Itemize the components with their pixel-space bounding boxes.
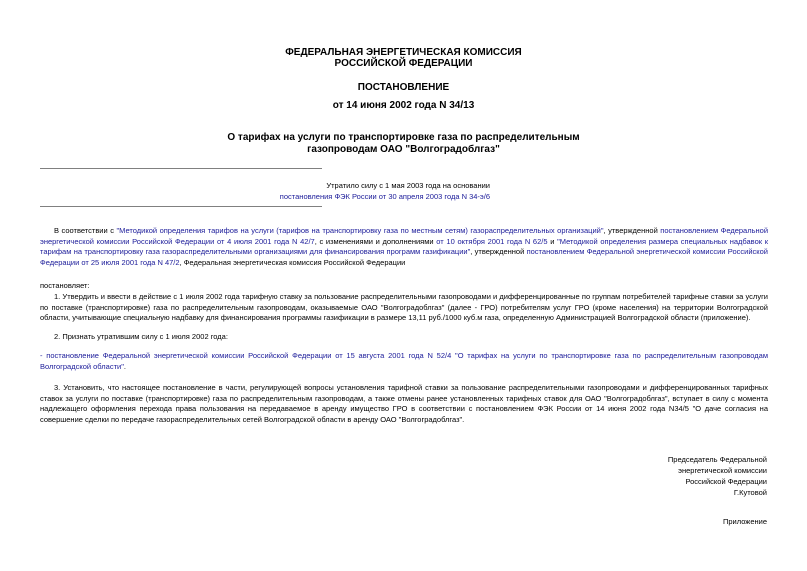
status-note-text: Утратило силу с 1 мая 2003 года на основании <box>326 181 490 190</box>
resolution-42-7-link[interactable]: постановлением Федеральной энергетической комиссии Российской Федерации от 4 июля 2001 года N 42/7 <box>40 226 769 246</box>
signatory-name: Г.Кутовой <box>733 488 767 497</box>
document-type: ПОСТАНОВЛЕНИЕ <box>357 82 450 93</box>
item-3-text: 3. Установить, что настоящее постановление в части, регулирующей вопросы установления тарифной ставки за пользование распределительными газопроводами и дифференцированных тарифных ставок за услуги по поставке (транспортировке) газа по распределительным газопроводам, а также отмены ранее установленных тарифных ставок для ОАО "Волгоградоблгаз", вступает в силу с момента надлежащего оформления перехода права пользования на передаваемое в аренду имущество ГРО в соответствии с постановлением ФЭК России от 14 июня 2002 года N34/5 "О даче согласия на совершение сделки по передаче газораспределительных сетей Волгоградской области в аренду ОАО "Волгоградоблгаз". <box>40 383 768 424</box>
amendment-62-5-link[interactable]: от 10 октября 2001 года N 62/5 <box>436 236 548 246</box>
item-3-paragraph <box>40 383 768 425</box>
preamble-paragraph <box>40 226 768 268</box>
preamble-text-1: В соответствии с <box>54 226 117 235</box>
item-2-dash: - <box>40 351 47 360</box>
item-2-sub-end: . <box>123 361 126 371</box>
divider-bottom <box>40 206 322 207</box>
item-1-text: 1. Утвердить и ввести в действие с 1 июля 2002 года тарифную ставку за пользование распределительными газопроводами и дифференцированные по группам потребителей тарифные ставки за услуги по поставке (транспортировке) газа по распределительным газопроводам, оказываемые ОАО "Волгоградоблгаз" (далее - ГРО) потребителям услуг ГРО (кроме населения) на территории Волгоградской области, учитывающие специальную надбавку для финансирования программы газификации в размере 13,11 руб./1000 куб.м газа, определенную Администрацией Волгоградской области (приложение). <box>40 292 768 322</box>
status-note-link[interactable]: постановления ФЭК России от 30 апреля 2003 года N 34-э/6 <box>279 192 490 201</box>
item-2-paragraph <box>40 332 768 343</box>
document-date: от 14 июня 2002 года N 34/13 <box>332 100 475 111</box>
resolution-47-2-link[interactable]: постановлением Федеральной энергетической комиссии Российской Федерации от 25 июля 2001 года N 47/2 <box>40 247 768 267</box>
signature-line3: Российской Федерации <box>685 477 767 486</box>
org-name-line2: РОССИЙСКОЙ ФЕДЕРАЦИИ <box>334 58 473 69</box>
resolves-label: постановляет: <box>40 281 90 290</box>
item-2-text: 2. Признать утратившим силу с 1 июля 2002 года: <box>54 332 228 341</box>
appendix-label: Приложение <box>723 517 767 526</box>
methodology-link[interactable]: "Методикой определения тарифов на услуги (тарифов на транспортировку газа по местным сетям) газораспределительных организаций" <box>116 226 604 235</box>
preamble-text-3: , с изменениями и дополнениями <box>314 236 437 246</box>
signature-line1: Председатель Федеральной <box>667 455 767 464</box>
document-title-line1: О тарифах на услуги по транспортировке газа по распределительным <box>227 132 580 143</box>
item-2-sub-paragraph <box>40 351 768 372</box>
preamble-text-5: , утвержденной <box>470 247 527 256</box>
preamble-text-6: , Федеральная энергетическая комиссия Российской Федерации <box>179 257 406 267</box>
preamble-text-4: и <box>547 236 558 246</box>
document-title-line2: газопроводам ОАО "Волгоградоблгаз" <box>307 144 500 155</box>
status-note-line2 <box>250 192 490 202</box>
org-name-line1: ФЕДЕРАЛЬНАЯ ЭНЕРГЕТИЧЕСКАЯ КОМИССИЯ <box>285 47 522 58</box>
revoked-resolution-52-4-link[interactable]: постановление Федеральной энергетической комиссии Российской Федерации от 15 августа 2001 года N 52/4 "О тарифах на услуги по транспортировке газа по распределительным газопроводам Волгоградской области" <box>40 351 768 371</box>
preamble-text-2: , утвержденной <box>603 226 661 235</box>
signature-line2: энергетической комиссии <box>678 466 767 475</box>
divider-top <box>40 168 322 169</box>
item-1-paragraph <box>40 292 768 324</box>
surcharge-methodology-link[interactable]: "Методикой определения размера специальных надбавок к тарифам на транспортировку газа газораспределительными организациями для финансирования программ газификации" <box>40 236 769 256</box>
